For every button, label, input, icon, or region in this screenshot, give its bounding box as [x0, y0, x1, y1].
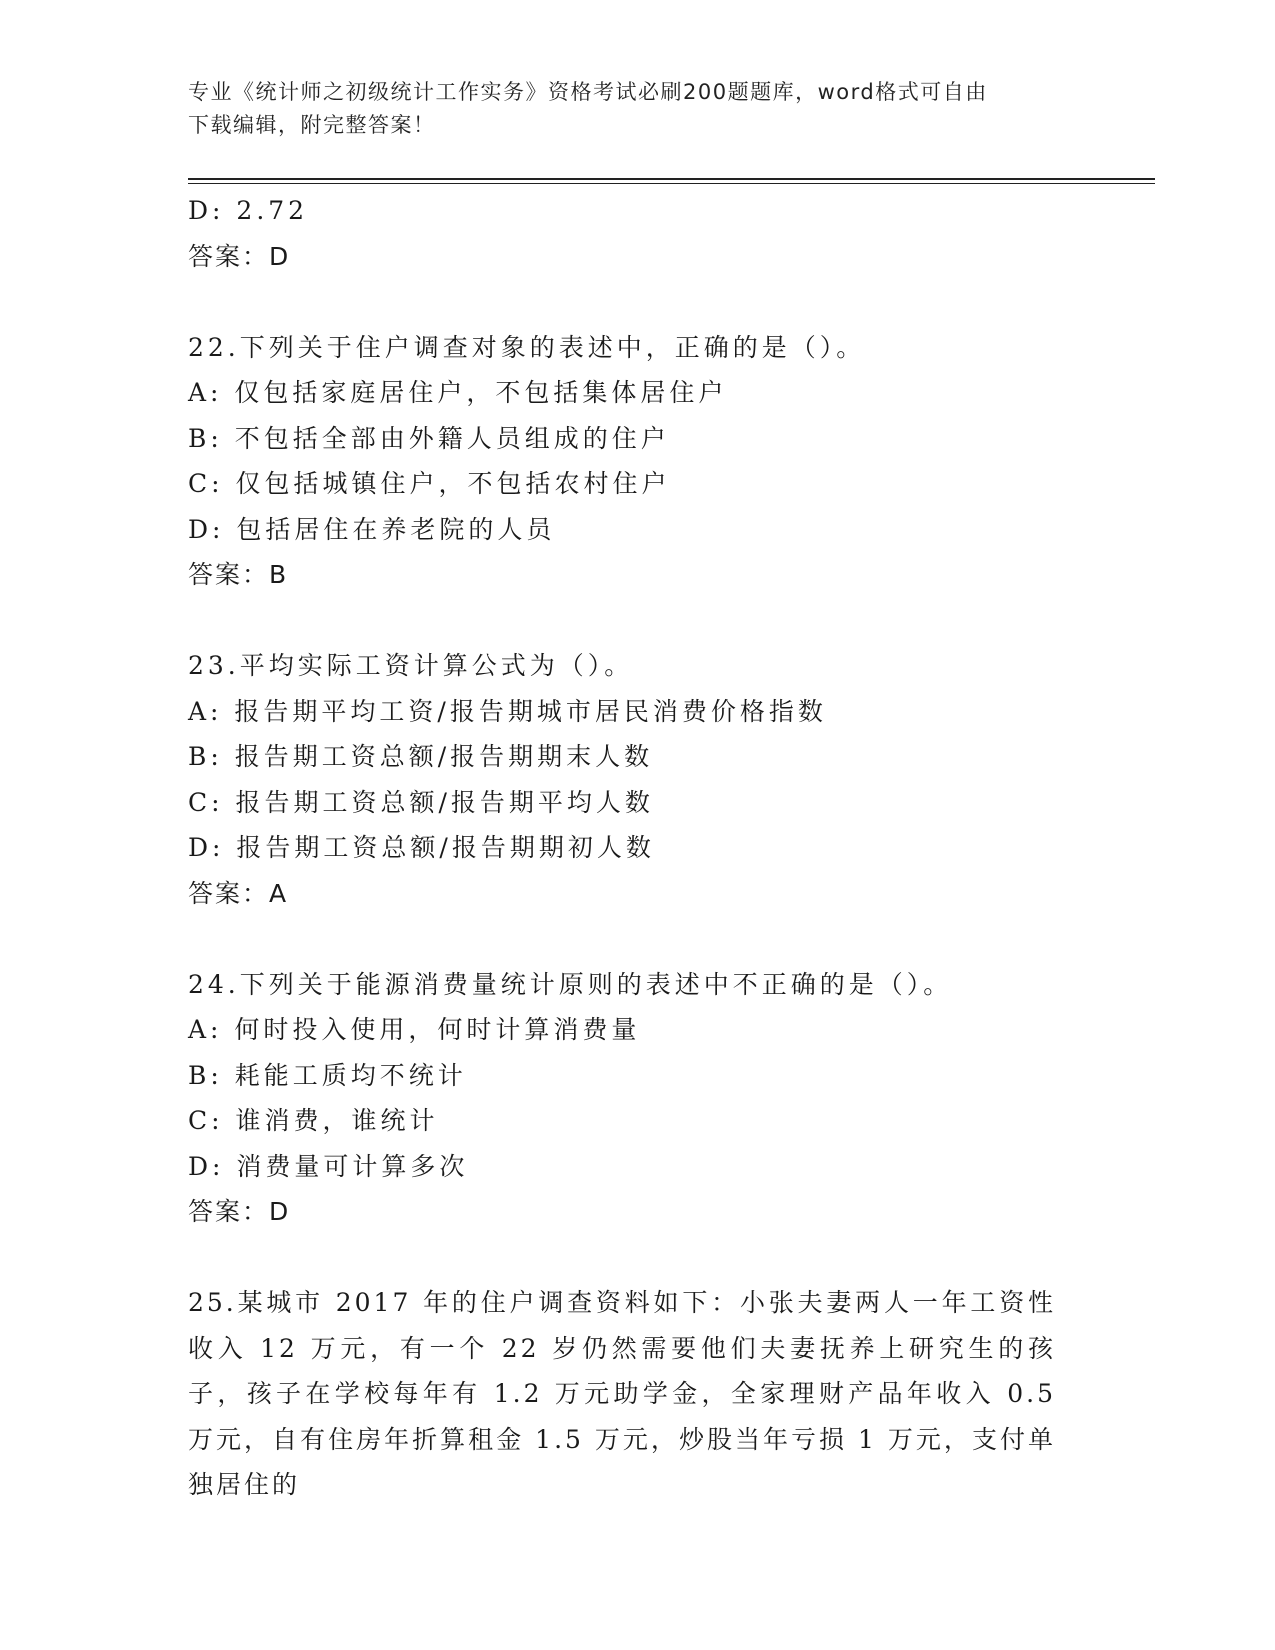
option-d: D: 消费量可计算多次 [188, 1151, 469, 1181]
answer: 答案：B [188, 560, 289, 589]
option-a: A: 仅包括家庭居住户，不包括集体居住户 [188, 378, 728, 407]
spacer [188, 916, 1068, 962]
option-d: D: 报告期工资总额/报告期期初人数 [188, 833, 655, 862]
option-c: C: 谁消费，谁统计 [188, 1106, 439, 1135]
prev-answer: 答案：D [188, 241, 291, 271]
option-c: C: 报告期工资总额/报告期平均人数 [188, 787, 654, 817]
option-a: A: 报告期平均工资/报告期城市居民消费价格指数 [188, 696, 827, 726]
question-stem: 24.下列关于能源消费量统计原则的表述中不正确的是（）。 [188, 969, 953, 999]
option-b: B: 不包括全部由外籍人员组成的住户 [188, 423, 670, 453]
question-22 [188, 325, 1068, 598]
option-a: A: 何时投入使用，何时计算消费量 [188, 1015, 641, 1044]
question-23 [188, 643, 1068, 916]
document-body [188, 188, 1068, 1508]
option-c: C: 仅包括城镇住户，不包括农村住户 [188, 469, 671, 498]
answer: 答案：A [188, 878, 289, 908]
header-divider-thick [188, 178, 1155, 180]
question-stem: 22.下列关于住户调查对象的表述中，正确的是（）。 [188, 332, 866, 362]
question-25-text: 25.某城市 2017 年的住户调查资料如下：小张夫妻两人一年工资性收入 12 万元，有一个 22 岁仍然需要他们夫妻抚养上研究生的孩子，孩子在学校每年有 1.2 万元助学金，全家理财产品年收入 0.5 万元，自有住房年折算租金 1.5 万元，炒股当年亏损 1 万元，支付单独居住的 [188, 1288, 1056, 1499]
option-b: B: 报告期工资总额/报告期期末人数 [188, 742, 654, 771]
header-line-2: 下载编辑，附完整答案！ [188, 113, 436, 137]
question-stem: 23.平均实际工资计算公式为（）。 [188, 651, 634, 680]
header-line-1: 专业《统计师之初级统计工作实务》资格考试必刷200题题库，word格式可自由 [188, 80, 988, 104]
option-b: B: 耗能工质均不统计 [188, 1060, 467, 1090]
document-header [188, 76, 1088, 142]
answer: 答案：D [188, 1197, 291, 1226]
spacer [188, 1235, 1068, 1281]
prev-option-d: D: 2.72 [188, 196, 309, 225]
spacer [188, 279, 1068, 325]
question-24 [188, 962, 1068, 1235]
header-divider-thin [188, 183, 1155, 184]
option-d: D: 包括居住在养老院的人员 [188, 514, 556, 544]
spacer [188, 598, 1068, 644]
